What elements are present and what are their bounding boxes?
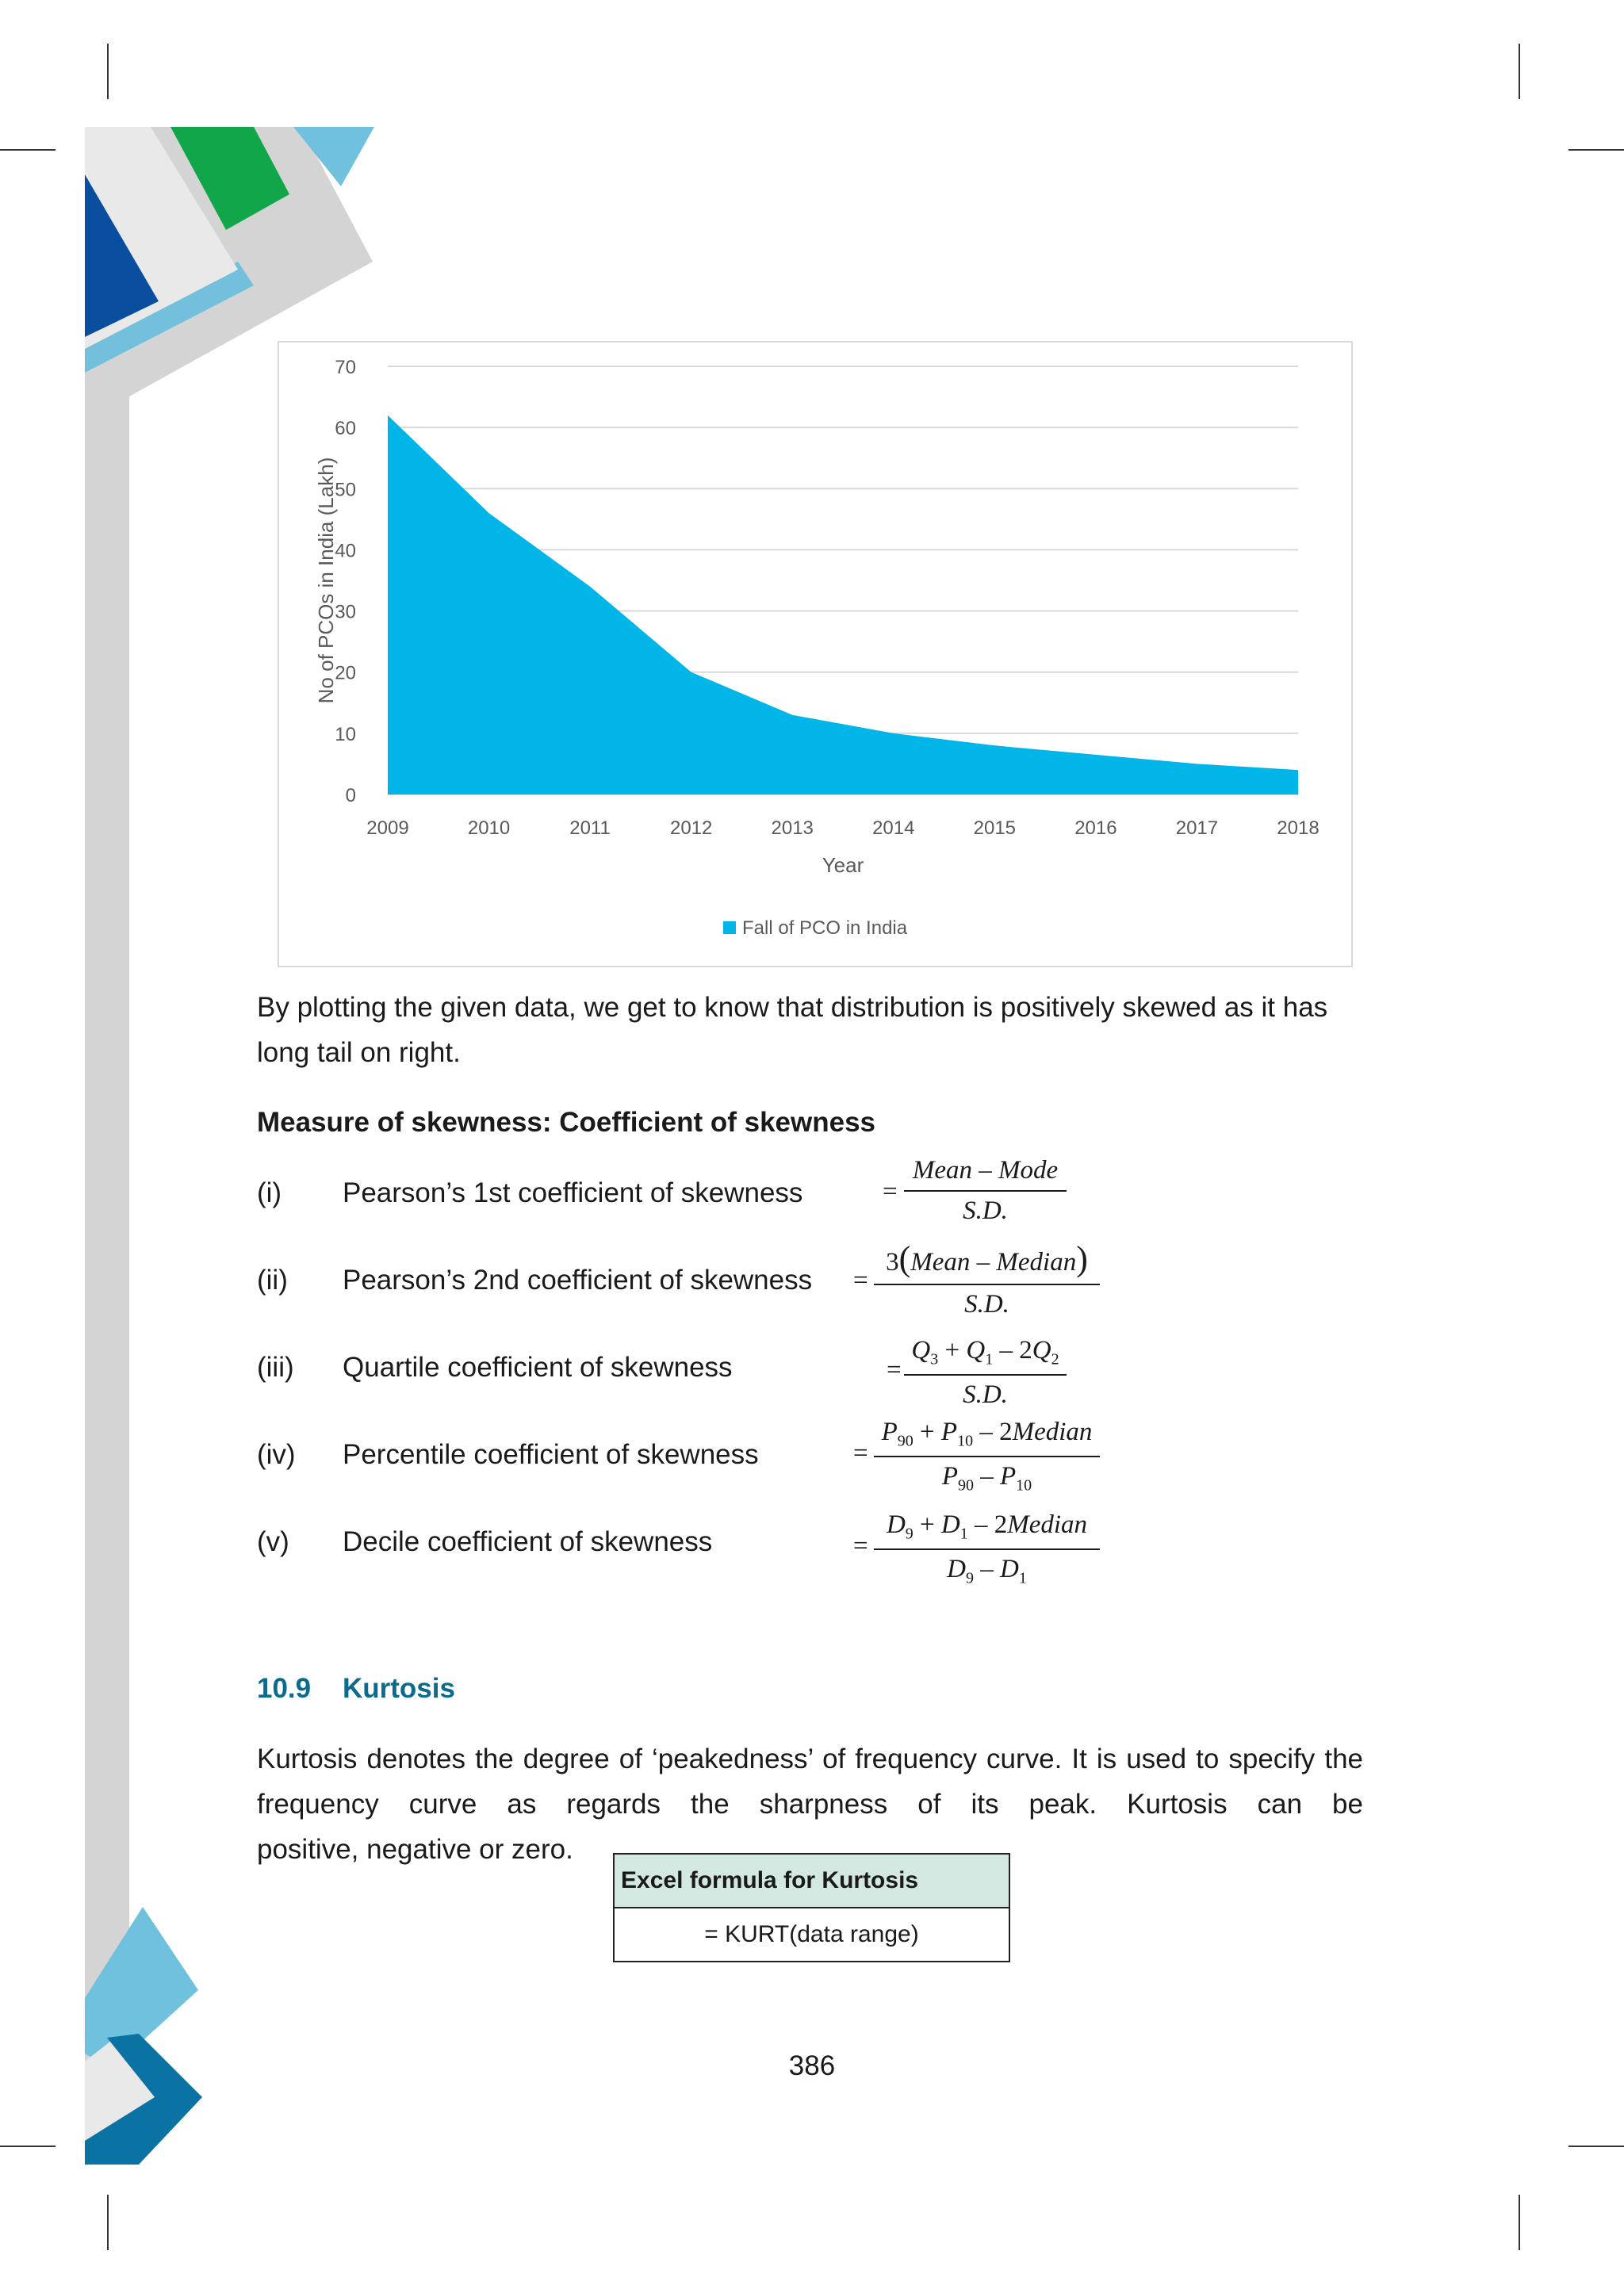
formula-label-pearson-2: Pearson’s 2nd coefficient of skewness — [343, 1265, 813, 1296]
formula-pearson-2: 3(Mean – Median) S.D. — [874, 1238, 1100, 1319]
page-number: 386 — [788, 2050, 836, 2081]
x-tick-label: 2012 — [669, 817, 713, 839]
chart-container — [278, 341, 1353, 967]
x-tick-label: 2009 — [366, 817, 409, 839]
formula-percentile: $P_{90} + P_{10}$ – 2Median $P_{90} - P_{10}$ — [874, 1418, 1100, 1495]
y-axis-label: No of PCOs in India (Lakh) — [314, 457, 338, 704]
legend-swatch — [723, 921, 736, 934]
formula-number-i: (i) — [257, 1177, 282, 1208]
measure-heading: Measure of skewness: Coefficient of skewness — [257, 1107, 875, 1138]
legend-label: Fall of PCO in India — [742, 917, 908, 939]
section-number: 10.9 — [257, 1673, 312, 1704]
formula-label-decile: Decile coefficient of skewness — [343, 1526, 713, 1557]
y-tick-label: 10 — [335, 723, 356, 745]
crop-mark — [1568, 149, 1624, 151]
equals-sign: = — [853, 1439, 868, 1468]
formula-number-ii: (ii) — [257, 1265, 288, 1296]
area-chart — [279, 343, 1351, 966]
formula-quartile: $Q_3 + Q_1 - 2Q_2$ S.D. — [904, 1336, 1067, 1410]
formula-number-iii: (iii) — [257, 1352, 294, 1383]
equals-sign: = — [887, 1356, 902, 1384]
equals-sign: = — [883, 1177, 898, 1206]
crop-mark — [1519, 2195, 1520, 2250]
formula-label-quartile: Quartile coefficient of skewness — [343, 1352, 733, 1383]
x-tick-label: 2013 — [771, 817, 814, 839]
excel-formula-table — [613, 1853, 1010, 1962]
formula-label-percentile: Percentile coefficient of skewness — [343, 1439, 759, 1470]
area-series — [388, 415, 1298, 794]
excel-table-formula: = KURT(data range) — [614, 1908, 1009, 1962]
formula-number-iv: (iv) — [257, 1439, 296, 1470]
x-tick-label: 2010 — [467, 817, 511, 839]
y-tick-label: 50 — [335, 479, 356, 501]
excel-table-header: Excel formula for Kurtosis — [614, 1854, 1009, 1908]
x-tick-label: 2018 — [1277, 817, 1320, 839]
paragraph-skew-conclusion: By plotting the given data, we get to know that distribution is positively skewed as it has long tail on right. — [257, 992, 1328, 1068]
formula-number-v: (v) — [257, 1526, 289, 1557]
x-axis-label: Year — [822, 853, 864, 877]
y-tick-label: 40 — [335, 540, 356, 562]
x-tick-label: 2011 — [569, 817, 611, 839]
equals-sign: = — [853, 1266, 868, 1295]
paragraph-kurtosis: Kurtosis denotes the degree of ‘peakedness’ of frequency curve. It is used to specify the frequency curve as regards the sharpness of its peak. Kurtosis can be — [257, 1744, 1363, 1820]
y-tick-label: 20 — [335, 662, 356, 684]
crop-mark — [1568, 2146, 1624, 2147]
y-tick-label: 30 — [335, 601, 356, 623]
formula-pearson-1: Mean – Mode S.D. — [904, 1156, 1067, 1226]
x-tick-label: 2017 — [1175, 817, 1219, 839]
crop-mark — [1519, 44, 1520, 99]
x-tick-label: 2016 — [1074, 817, 1117, 839]
paragraph-kurtosis-last-line: positive, negative or zero. — [257, 1834, 573, 1865]
y-tick-label: 0 — [345, 785, 356, 806]
x-tick-label: 2015 — [973, 817, 1017, 839]
y-tick-label: 70 — [335, 357, 356, 378]
equals-sign: = — [853, 1532, 868, 1560]
section-title: Kurtosis — [343, 1673, 455, 1704]
x-tick-label: 2014 — [872, 817, 915, 839]
formula-decile: $D_9 + D_1$ – 2Median $D_9 - D_1$ — [874, 1510, 1100, 1587]
formula-label-pearson-1: Pearson’s 1st coefficient of skewness — [343, 1177, 803, 1208]
y-tick-label: 60 — [335, 418, 356, 440]
